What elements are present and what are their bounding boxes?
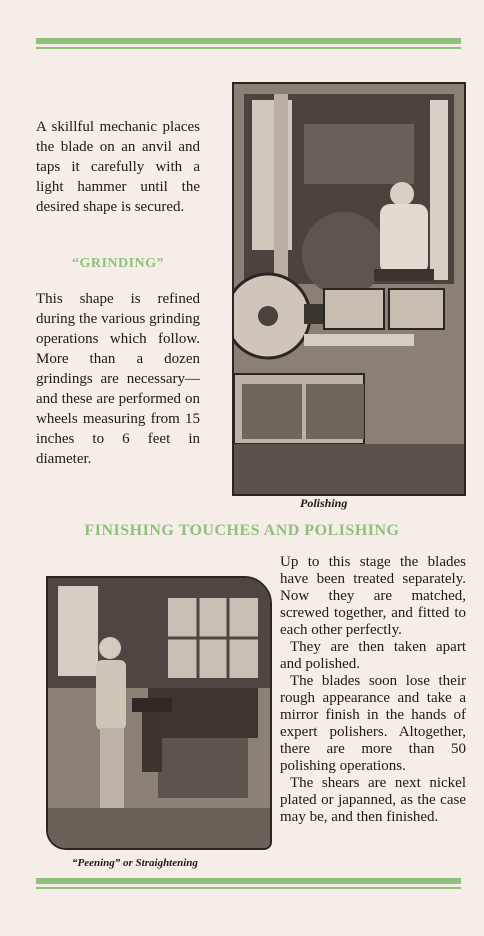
top-rule-thick: [36, 38, 461, 44]
bottom-rule-thin: [36, 887, 461, 889]
grinding-heading: “GRINDING”: [71, 256, 165, 271]
grinding-paragraph: This shape is refined during the various grinding operations which follow. More than a dozen grindings are necessary—and these are performed on wheels measuring from 15 inches to 6 feet in diameter.: [36, 291, 200, 467]
finishing-paragraph-3: The blades soon lose their rough appearance and take a mirror finish in the hands of expert polishers. Altogether, there are more than 50 polishing operations.: [280, 673, 466, 774]
bottom-rule: [36, 878, 461, 890]
finishing-heading: FINISHING TOUCHES AND POLISHING: [84, 522, 400, 539]
top-rule: [36, 38, 461, 50]
polishing-photo: [232, 82, 466, 496]
intro-paragraph: A skillful mechanic places the blade on an anvil and taps it carefully with a light hammer until the desired shape is secured.: [36, 119, 200, 215]
bottom-rule-thick: [36, 878, 461, 884]
finishing-paragraph-1: Up to this stage the blades have been treated separately. Now they are matched, screwed together, and fitted to each other perfectly.: [280, 554, 466, 638]
top-rule-thin: [36, 47, 461, 49]
polishing-photo-illustration: [234, 84, 464, 494]
finishing-paragraph-2: They are then taken apart and polished.: [280, 639, 466, 672]
peening-photo-illustration: [48, 578, 270, 848]
peening-photo: [46, 576, 272, 850]
finishing-paragraph-4: The shears are next nickel plated or japanned, as the case may be, and then finished.: [280, 775, 466, 825]
polishing-caption: Polishing: [300, 496, 348, 510]
peening-caption: “Peening” or Straightening: [72, 857, 198, 869]
finishing-text-column: [280, 554, 466, 826]
